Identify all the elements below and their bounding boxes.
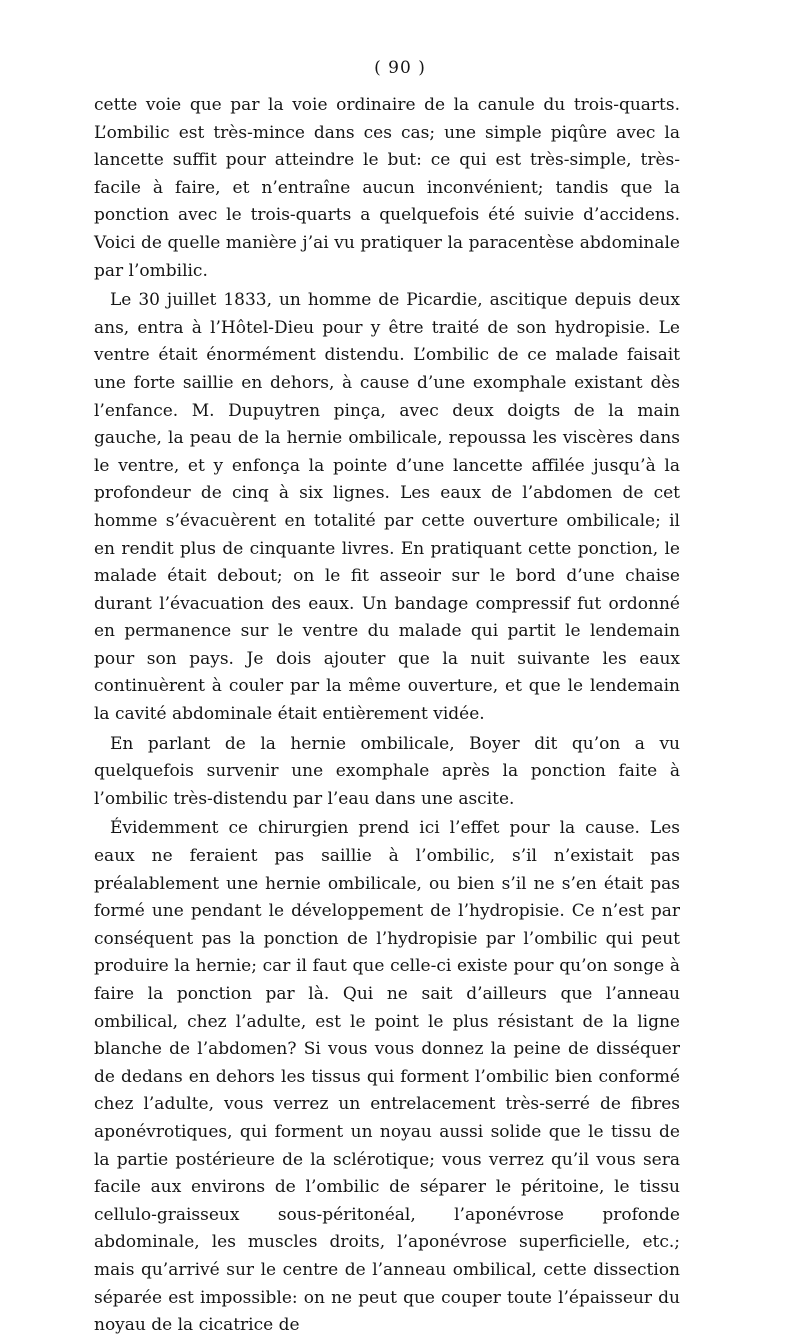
page-number: ( 90 ) — [374, 58, 426, 78]
paragraph-4: Évidemment ce chirurgien prend ici l’effet pour la cause. Les eaux ne feraient pas saillie à l’ombilic, s’il n’existait pas préalablement une hernie ombilicale, ou bien s’il ne s’en était pas formé une pendant le développement de l’hydropisie. Ce n’est par conséquent pas la ponction de l’hydropisie par l’ombilic qui peut produire la hernie; car il faut que celle-ci existe pour qu’on songe à faire la ponction par là. Qui ne sait d’ailleurs que l’anneau ombilical, chez l’adulte, est le point le plus résistant de la ligne blanche de l’abdomen? Si vous vous donnez la peine de disséquer de dedans en dehors les tissus qui forment l’ombilic bien conformé chez l’adulte, vous verrez un entrelacement très-serré de fibres aponévrotiques, qui forment un noyau aussi solide que le tissu de la partie postérieure de la sclérotique; vous verrez qu’il vous sera facile aux environs de l’ombilic de séparer le péritoine, le tissu cellulo-graisseux sous-péritonéal, l’aponévrose profonde abdominale, les muscles droits, l’aponévrose superficielle, etc.; mais qu’arrivé sur le centre de l’anneau ombilical, cette dissection séparée est impossible: on ne peut que couper toute l’épaisseur du noyau de la cicatrice de — [94, 818, 680, 1336]
paragraph-2: Le 30 juillet 1833, un homme de Picardie, ascitique depuis deux ans, entra à l’Hôtel-Dieu pour y être traité de son hydropisie. Le ventre était énormément distendu. L’ombilic de ce malade faisait une forte saillie en dehors, à cause d’une exomphale existant dès l’enfance. M. Dupuytren pinça, avec deux doigts de la main gauche, la peau de la hernie ombilicale, repoussa les viscères dans le ventre, et y enfonça la pointe d’une lancette affilée jusqu’à la profondeur de cinq à six lignes. Les eaux de l’abdomen de cet homme s’évacuèrent en totalité par cette ouverture ombilicale; il en rendit plus de cinquante livres. En pratiquant cette ponction, le malade était debout; on le fit asseoir sur le bord d’une chaise durant l’évacuation des eaux. Un bandage compressif fut ordonné en permanence sur le ventre du malade qui partit le lendemain pour son pays. Je dois ajouter que la nuit suivante les eaux continuèrent à couler par la même ouverture, et que le lendemain la cavité abdominale était entièrement vidée. — [94, 290, 680, 725]
body-text — [94, 92, 680, 1342]
paragraph-1: cette voie que par la voie ordinaire de la canule du trois-quarts. L’ombilic est très-mince dans ces cas; une simple piqûre avec la lancette suffit pour atteindre le but: ce qui est très-simple, très-facile à faire, et n’entraîne aucun inconvénient; tandis que la ponction avec le trois-quarts a quelquefois été suivie d’accidens. Voici de quelle manière j’ai vu pratiquer la paracentèse abdominale par l’ombilic. — [94, 95, 680, 281]
paragraph-3: En parlant de la hernie ombilicale, Boyer dit qu’on a vu quelquefois survenir une exomphale après la ponction faite à l’ombilic très-distendu par l’eau dans une ascite. — [94, 733, 680, 809]
